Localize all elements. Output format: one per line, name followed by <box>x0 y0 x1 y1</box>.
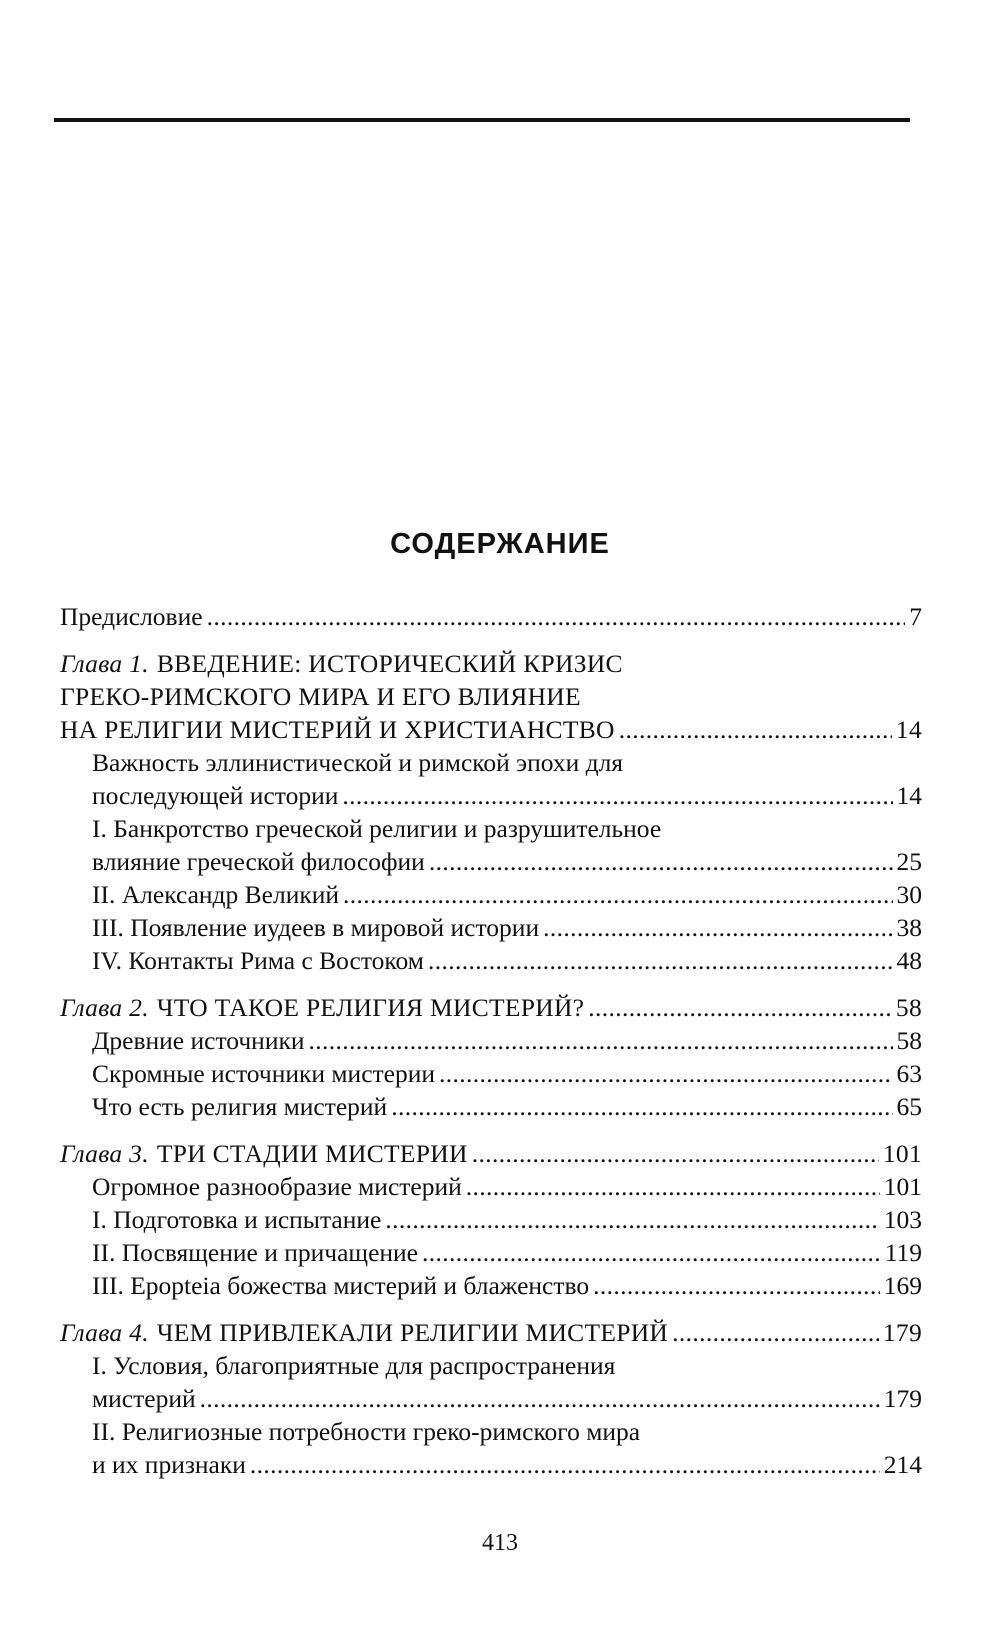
chapter-title-text: ЧЕМ ПРИВЛЕКАЛИ РЕЛИГИИ МИСТЕРИЙ <box>156 1318 669 1347</box>
dot-leader <box>309 1024 893 1057</box>
section-line <box>60 1269 922 1302</box>
dot-leader <box>619 713 892 746</box>
toc-line <box>60 600 922 633</box>
dot-leader <box>543 911 892 944</box>
dot-leader <box>250 1448 880 1481</box>
toc-page-number: 65 <box>896 1092 922 1121</box>
dot-leader <box>200 1382 880 1415</box>
dot-leader <box>343 878 892 911</box>
section-title-text: I. Банкротство греческой религии и разрушительное <box>92 814 662 843</box>
section-line <box>60 1170 922 1203</box>
toc-page-number: 30 <box>896 880 922 909</box>
chapter-label: Глава 1. <box>60 649 149 678</box>
dot-leader <box>428 944 893 977</box>
chapter-label: Глава 3. <box>60 1139 149 1168</box>
dot-leader <box>385 1203 879 1236</box>
top-rule <box>54 118 910 122</box>
chapter-label: Глава 4. <box>60 1318 149 1347</box>
toc-page-number: 58 <box>896 1026 922 1055</box>
dot-leader <box>422 1236 881 1269</box>
dot-leader <box>466 1170 880 1203</box>
chapter-title-line <box>60 1137 922 1170</box>
dot-leader <box>588 991 892 1024</box>
section-line <box>60 1057 922 1090</box>
section-title-text: последующей истории <box>92 781 339 810</box>
toc-page-number: 179 <box>882 1318 922 1347</box>
page-title: СОДЕРЖАНИЕ <box>390 528 610 560</box>
toc-page-number: 48 <box>896 946 922 975</box>
toc-page-number: 103 <box>883 1205 922 1234</box>
chapter-title-text: ГРЕКО-РИМСКОГО МИРА И ЕГО ВЛИЯНИЕ <box>60 682 581 711</box>
section-line <box>60 878 922 911</box>
section-title-text: Важность эллинистической и римской эпохи для <box>92 748 624 777</box>
toc-chapter-2 <box>60 991 922 1123</box>
toc-entry-label: Предисловие <box>60 602 203 631</box>
section-title-text: II. Александр Великий <box>92 880 340 909</box>
toc-page-number: 38 <box>896 913 922 942</box>
section-line <box>60 1024 922 1057</box>
dot-leader <box>472 1137 879 1170</box>
toc-page-number: 14 <box>896 781 922 810</box>
chapter-title-text: ТРИ СТАДИИ МИСТЕРИИ <box>156 1139 468 1168</box>
section-line <box>60 1448 922 1481</box>
section-line <box>60 1203 922 1236</box>
chapter-label: Глава 2. <box>60 993 149 1022</box>
chapter-title-text: ЧТО ТАКОЕ РЕЛИГИЯ МИСТЕРИЙ? <box>156 993 585 1022</box>
section-title-text: II. Посвящение и причащение <box>92 1238 418 1267</box>
chapter-title-line <box>60 647 922 680</box>
toc-page-number: 7 <box>909 602 922 631</box>
chapter-title-text: НА РЕЛИГИИ МИСТЕРИЙ И ХРИСТИАНСТВО <box>60 715 615 744</box>
section-line <box>60 845 922 878</box>
section-title-text: Скромные источники мистерии <box>92 1059 436 1088</box>
toc-chapter-3 <box>60 1137 922 1302</box>
section-title-text: III. Появление иудеев в мировой истории <box>92 913 540 942</box>
table-of-contents <box>60 600 922 1495</box>
section-line <box>60 1415 922 1448</box>
dot-leader <box>439 1057 892 1090</box>
section-title-text: I. Условия, благоприятные для распространения <box>92 1351 616 1380</box>
dot-leader <box>593 1269 880 1302</box>
dot-leader <box>391 1090 892 1123</box>
section-line <box>60 944 922 977</box>
toc-entry-preface <box>60 600 922 633</box>
section-title-text: Древние источники <box>92 1026 305 1055</box>
page-number: 413 <box>482 1530 518 1556</box>
section-line <box>60 1382 922 1415</box>
section-title-text: и их признаки <box>92 1450 246 1479</box>
chapter-title-line <box>60 991 922 1024</box>
section-line <box>60 746 922 779</box>
section-title-text: Что есть религия мистерий <box>92 1092 388 1121</box>
section-title-text: I. Подготовка и испытание <box>92 1205 382 1234</box>
toc-page-number: 119 <box>884 1238 922 1267</box>
toc-chapter-4 <box>60 1316 922 1481</box>
toc-page-number: 101 <box>883 1172 922 1201</box>
toc-page-number: 214 <box>883 1450 922 1479</box>
toc-page-number: 25 <box>896 847 922 876</box>
section-title-text: Огромное разнообразие мистерий <box>92 1172 462 1201</box>
dot-leader <box>207 600 906 633</box>
toc-page-number: 14 <box>895 715 922 744</box>
section-title-text: влияние греческой философии <box>92 847 425 876</box>
chapter-title-text: ВВЕДЕНИЕ: ИСТОРИЧЕСКИЙ КРИЗИС <box>156 649 623 678</box>
dot-leader <box>672 1316 879 1349</box>
toc-page-number: 63 <box>896 1059 922 1088</box>
toc-page-number: 101 <box>882 1139 922 1168</box>
toc-page-number: 169 <box>883 1271 922 1300</box>
section-line <box>60 1090 922 1123</box>
section-line <box>60 1236 922 1269</box>
section-title-text: III. Epopteia божества мистерий и блаженство <box>92 1271 590 1300</box>
section-title-text: II. Религиозные потребности греко-римского мира <box>92 1417 641 1446</box>
dot-leader <box>429 845 893 878</box>
section-title-text: IV. Контакты Рима с Востоком <box>92 946 424 975</box>
section-line <box>60 1349 922 1382</box>
section-line <box>60 812 922 845</box>
toc-page-number: 179 <box>883 1384 922 1413</box>
dot-leader <box>342 779 892 812</box>
section-line <box>60 911 922 944</box>
section-line <box>60 779 922 812</box>
chapter-title-line <box>60 680 922 713</box>
section-title-text: мистерий <box>92 1384 196 1413</box>
toc-chapter-1 <box>60 647 922 977</box>
toc-page-number: 58 <box>895 993 922 1022</box>
chapter-title-line <box>60 713 922 746</box>
chapter-title-line <box>60 1316 922 1349</box>
